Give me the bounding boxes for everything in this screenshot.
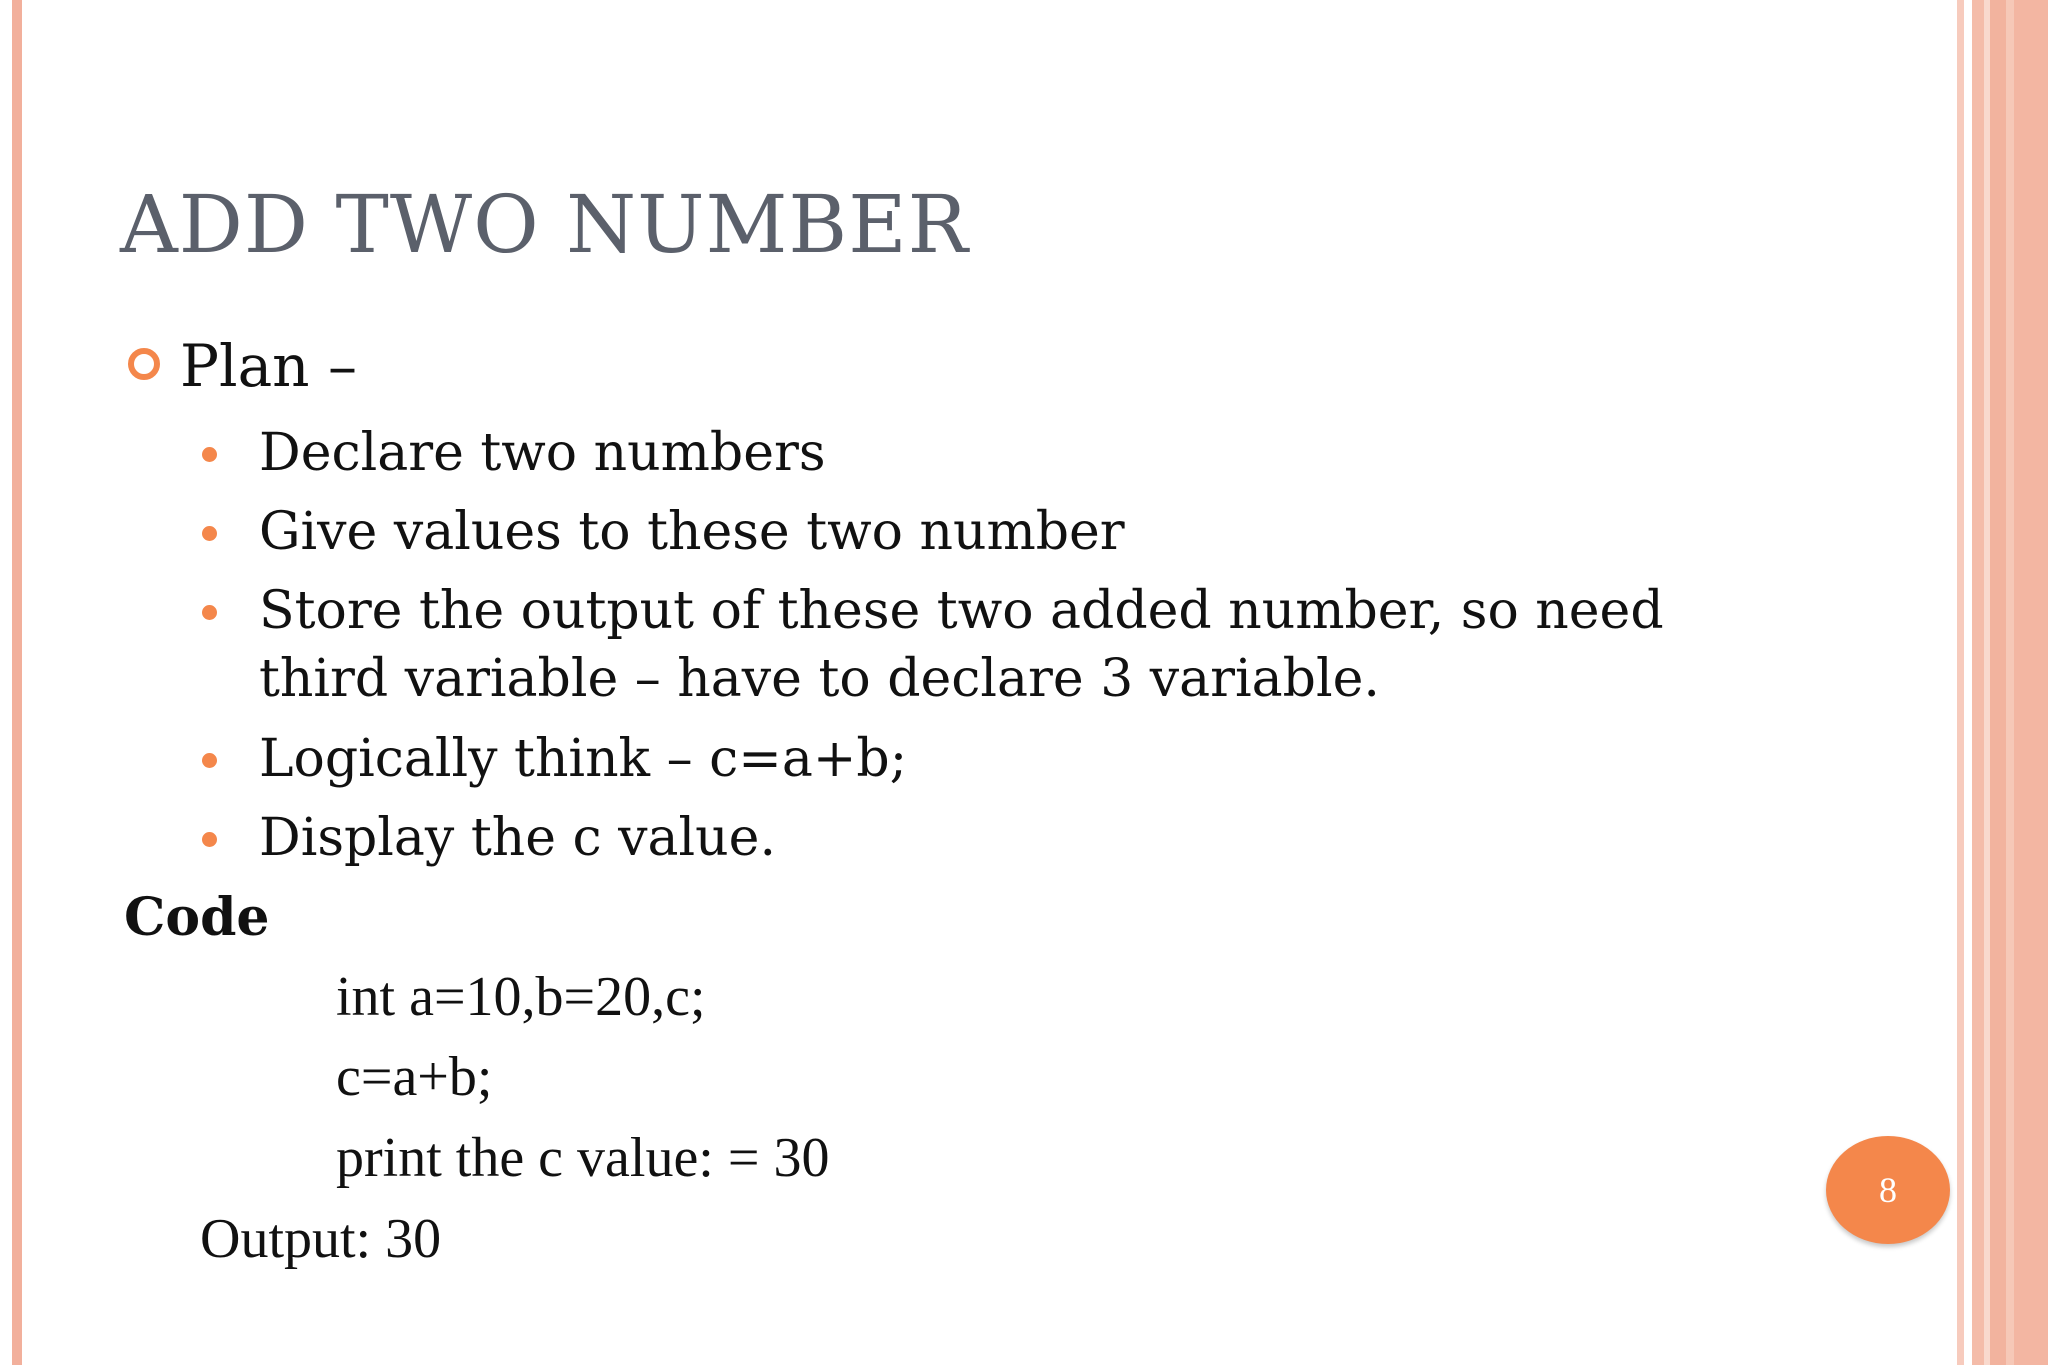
- page-number-badge: [1826, 1136, 1950, 1244]
- slide-title: ADD TWO NUMBER: [120, 178, 969, 271]
- stripe: [2006, 0, 2014, 1365]
- ring-bullet-icon: [128, 348, 160, 380]
- page-number: 8: [1879, 1170, 1897, 1210]
- left-border: [12, 0, 22, 1365]
- stripe: [1964, 0, 1972, 1365]
- right-decorative-stripes: [1957, 0, 2048, 1365]
- code-line: print the c value: = 30: [336, 1127, 830, 1189]
- dot-bullet-icon: [202, 753, 217, 768]
- stripe: [1957, 0, 1964, 1365]
- list-item: Display the c value.: [259, 808, 776, 868]
- dot-bullet-icon: [202, 605, 217, 620]
- dot-bullet-icon: [202, 832, 217, 847]
- output-text: Output: 30: [200, 1208, 442, 1270]
- stripe: [2014, 0, 2048, 1365]
- list-item-continuation: third variable – have to declare 3 variable.: [259, 649, 1380, 709]
- list-item: Give values to these two number: [259, 502, 1125, 562]
- list-item: Logically think – c=a+b;: [259, 729, 908, 789]
- code-line: c=a+b;: [336, 1046, 493, 1108]
- plan-heading: Plan –: [180, 332, 357, 400]
- dot-bullet-icon: [202, 526, 217, 541]
- stripe: [1972, 0, 1984, 1365]
- list-item: Declare two numbers: [259, 423, 826, 483]
- stripe: [1990, 0, 2006, 1365]
- code-line: int a=10,b=20,c;: [336, 966, 706, 1028]
- dot-bullet-icon: [202, 447, 217, 462]
- list-item: Store the output of these two added number, so need: [259, 581, 1664, 641]
- code-label: Code: [124, 887, 270, 948]
